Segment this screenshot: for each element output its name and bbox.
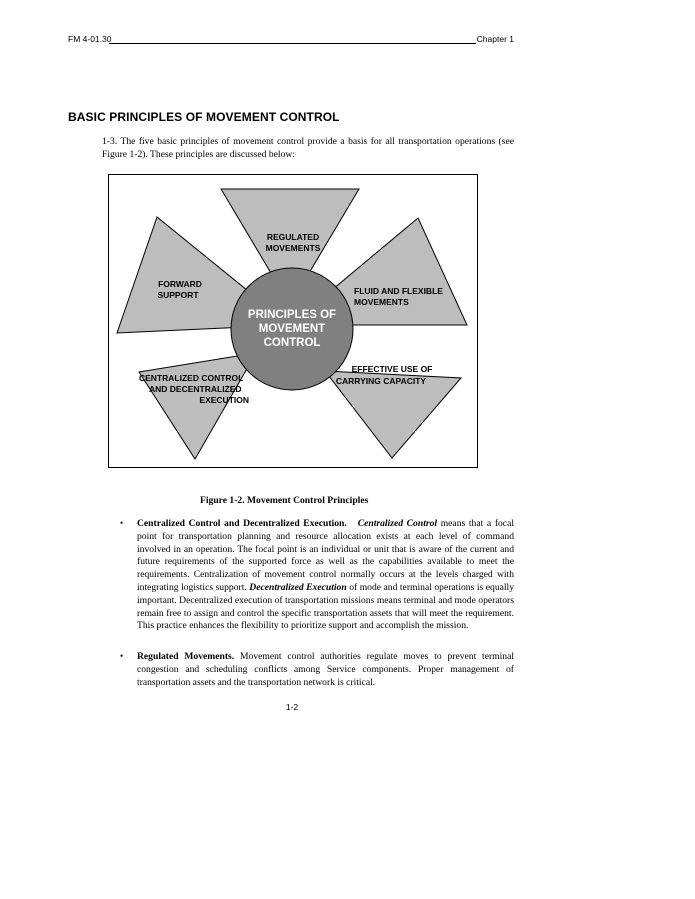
section-title: BASIC PRINCIPLES OF MOVEMENT CONTROL [68, 110, 340, 124]
label-effective-line1: EFFECTIVE USE OF [351, 364, 433, 374]
label-fluid-line1: FLUID AND FLEXIBLE [354, 286, 443, 296]
label-effective-line2: CARRYING CAPACITY [335, 376, 427, 386]
page-header [68, 34, 514, 48]
bullet-paragraph-regulated [137, 651, 514, 689]
bullet-lead-regulated: Regulated Movements. [137, 651, 235, 662]
bullet-symbol: • [120, 518, 124, 528]
intro-paragraph: 1-3. The five basic principles of movement control provide a basis for all transportation operations (see Figure 1-2). These principles are discussed below: [102, 136, 514, 160]
label-regulated-line2: MOVEMENTS [265, 243, 321, 253]
header-chapter: Chapter 1 [476, 34, 514, 44]
bullet-paragraph-centralized [137, 518, 514, 633]
wedge-centralized-control [139, 353, 256, 459]
page-number: 1-2 [285, 702, 299, 712]
text-segment: of mode and terminal operations is equally important. Decentralized execution of transportation missions means terminal and mode operators remain free to assign and control the specific transportation assets that will meet the requirement. This practice enhances the flexibility to prioritize support and accomplish the mission. [137, 581, 515, 632]
figure-movement-control-principles [108, 174, 478, 468]
label-centralized-line2: AND DECENTRALIZED [149, 384, 242, 394]
header-rule [109, 43, 476, 44]
bullet-symbol: • [120, 651, 124, 661]
text-segment: means that a focal point for transportation planning and resource allocation exists at each level of command involved in an operation. The focal point is an individual or unit that is aware of the current and future requirements of the supported force as well as the capabilities available to meet the requirements. Centralization of movement control normally occurs at the levels charged with integrating logistics support. [137, 518, 514, 593]
center-label-line3: CONTROL [263, 337, 321, 349]
label-forward-line2: SUPPORT [157, 290, 199, 300]
bullet-lead-centralized: Centralized Control and Decentralized Execution. [137, 518, 347, 529]
center-label-line1: PRINCIPLES OF [247, 309, 337, 321]
text-segment: Movement control authorities regulate moves to prevent terminal congestion and scheduling conflicts among Service components. Proper management of transportation assets and the transportation network is critical. [137, 651, 515, 688]
label-forward-line1: FORWARD [158, 279, 202, 289]
term-centralized-control: Centralized Control [357, 518, 438, 529]
figure-caption: Figure 1-2. Movement Control Principles [200, 495, 369, 506]
label-regulated-line1: REGULATED [266, 232, 320, 242]
label-centralized-line3: EXECUTION [199, 395, 249, 405]
figure-diagram [109, 175, 477, 467]
label-fluid-line2: MOVEMENTS [354, 297, 409, 307]
center-label-line2: MOVEMENT [258, 323, 326, 335]
label-centralized-line1: CENTRALIZED CONTROL [139, 373, 244, 383]
header-manual-number: FM 4-01.30 [68, 34, 112, 44]
term-decentralized-execution: Decentralized Execution [249, 581, 347, 593]
